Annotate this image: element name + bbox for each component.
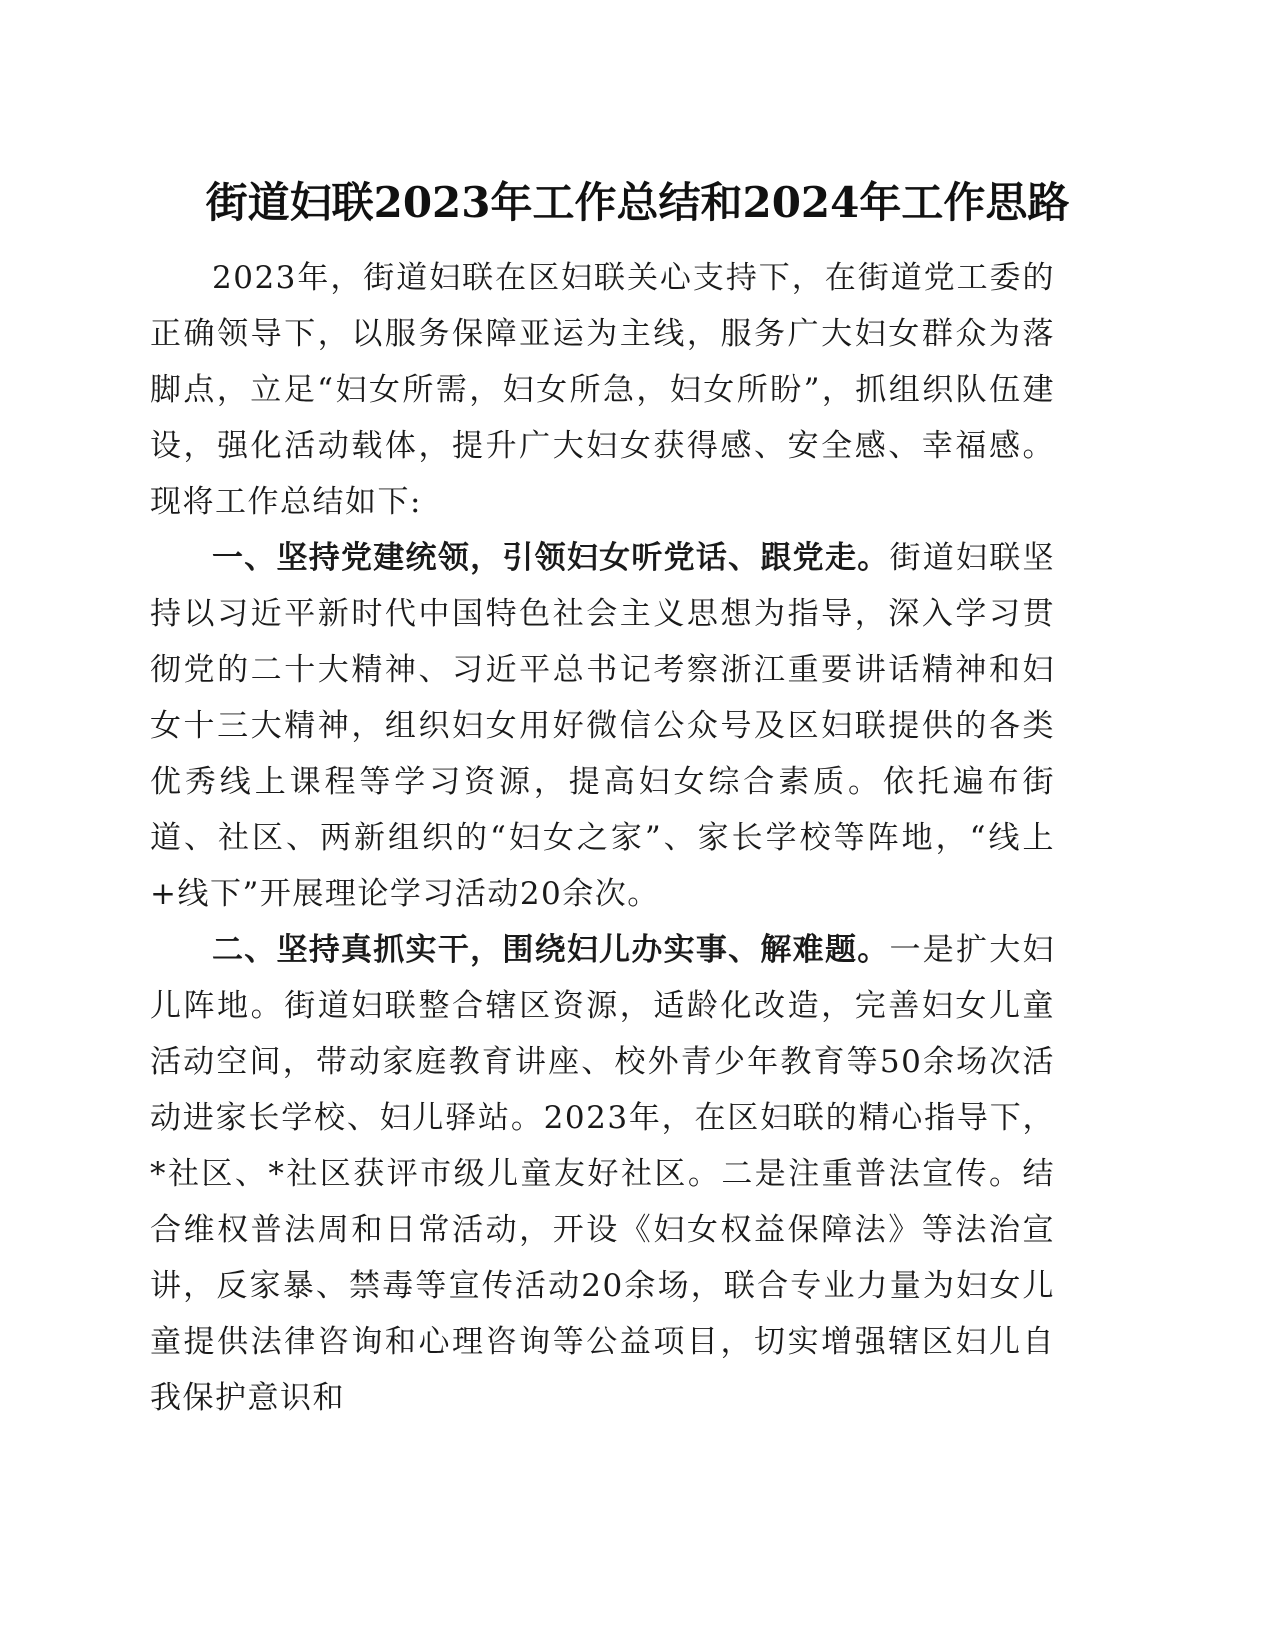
paragraph-lead: 一、坚持党建统领，引领妇女听党话、跟党走。 [212,540,890,576]
paragraph-text: 街道妇联坚持以习近平新时代中国特色社会主义思想为指导，深入学习贯彻党的二十大精神、习近平总书记考察浙江重要讲话精神和妇女十三大精神，组织妇女用好微信公众号及区妇联提供的各类优秀线上课程等学习资源，提高妇女综合素质。依托遍布街道、社区、两新组织的“妇女之家”、家长学校等阵地，“线上+线下”开展理论学习活动20余次。 [150,540,1056,912]
paragraph-text: 2023年，街道妇联在区妇联关心支持下，在街道党工委的正确领导下，以服务保障亚运为主线，服务广大妇女群众为落脚点，立足“妇女所需，妇女所急，妇女所盼”，抓组织队伍建设，强化活动载体，提升广大妇女获得感、安全感、幸福感。现将工作总结如下: [150,260,1055,520]
document-title: 街道妇联2023年工作总结和2024年工作思路 [205,178,1070,227]
document-body [150,250,1055,1426]
paragraph-lead: 二、坚持真抓实干，围绕妇儿办实事、解难题。 [212,932,890,968]
paragraph-text: 一是扩大妇儿阵地。街道妇联整合辖区资源，适龄化改造，完善妇女儿童活动空间，带动家庭教育讲座、校外青少年教育等50余场次活动进家长学校、妇儿驿站。2023年，在区妇联的精心指导下，*社区、*社区获评市级儿童友好社区。二是注重普法宣传。结合维权普法周和日常活动，开设《妇女权益保障法》等法治宣讲，反家暴、禁毒等宣传活动20余场，联合专业力量为妇女儿童提供法律咨询和心理咨询等公益项目，切实增强辖区妇儿自我保护意识和 [150,932,1056,1416]
paragraph-section-1 [150,530,1055,922]
paragraph-section-2 [150,922,1055,1426]
paragraph-intro [150,250,1055,530]
